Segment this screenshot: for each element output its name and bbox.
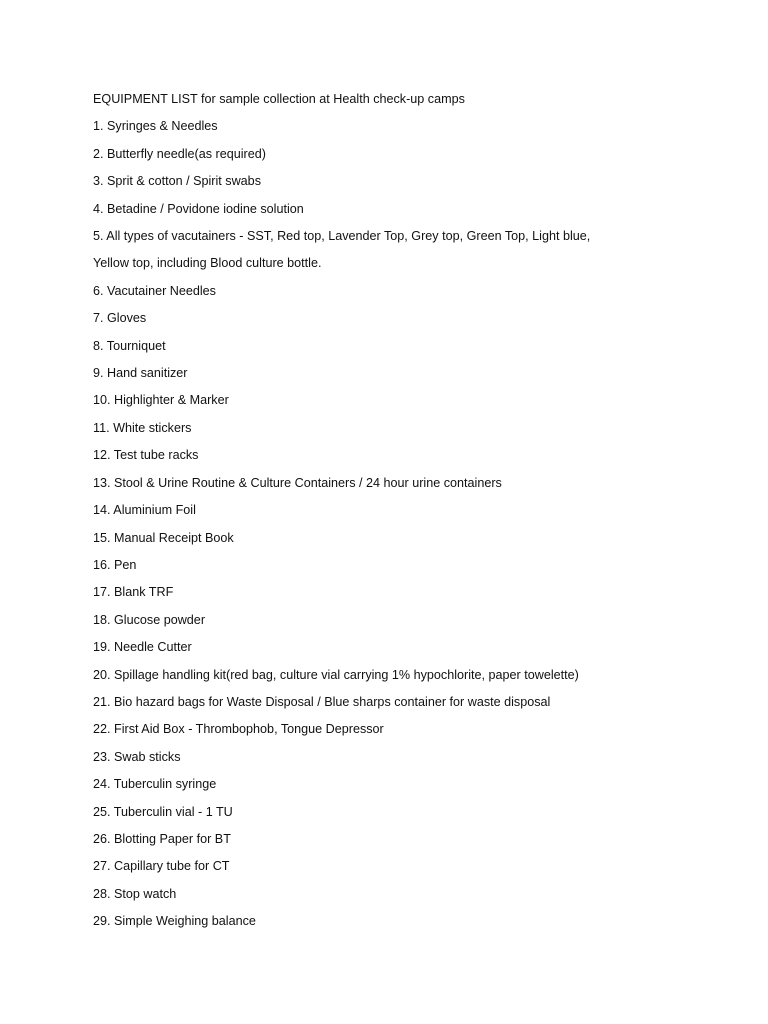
list-item: 12. Test tube racks bbox=[93, 448, 199, 463]
list-item: 8. Tourniquet bbox=[93, 338, 166, 353]
document-title: EQUIPMENT LIST for sample collection at Health check-up camps bbox=[93, 92, 465, 106]
list-item: 14. Aluminium Foil bbox=[93, 503, 196, 518]
list-item: 13. Stool & Urine Routine & Culture Containers / 24 hour urine containers bbox=[93, 475, 502, 490]
list-item: 24. Tuberculin syringe bbox=[93, 777, 217, 792]
list-item: 10. Highlighter & Marker bbox=[93, 393, 229, 408]
list-item: 28. Stop watch bbox=[93, 886, 177, 901]
list-item: 22. First Aid Box - Thrombophob, Tongue Depressor bbox=[93, 722, 384, 737]
list-item: 16. Pen bbox=[93, 557, 137, 572]
list-item: 26. Blotting Paper for BT bbox=[93, 831, 231, 846]
list-item: 21. Bio hazard bags for Waste Disposal / Blue sharps container for waste disposal bbox=[93, 694, 551, 709]
list-item: 29. Simple Weighing balance bbox=[93, 914, 256, 929]
list-item: 9. Hand sanitizer bbox=[93, 366, 188, 381]
list-item: 6. Vacutainer Needles bbox=[93, 283, 216, 298]
list-item: 19. Needle Cutter bbox=[93, 640, 192, 655]
list-item: 7. Gloves bbox=[93, 311, 147, 326]
list-item: 17. Blank TRF bbox=[93, 585, 174, 600]
list-item: 4. Betadine / Povidone iodine solution bbox=[93, 201, 304, 216]
list-item: 15. Manual Receipt Book bbox=[93, 530, 234, 545]
list-item: 5. All types of vacutainers - SST, Red top, Lavender Top, Grey top, Green Top, Light blue, bbox=[93, 229, 591, 244]
list-item: 23. Swab sticks bbox=[93, 749, 181, 764]
list-item: 11. White stickers bbox=[93, 420, 192, 435]
list-item: 1. Syringes & Needles bbox=[93, 119, 218, 134]
list-item-continuation: Yellow top, including Blood culture bottle. bbox=[93, 256, 322, 271]
list-item: 2. Butterfly needle(as required) bbox=[93, 146, 266, 161]
equipment-list bbox=[93, 86, 713, 936]
list-item: 25. Tuberculin vial - 1 TU bbox=[93, 804, 233, 819]
list-item: 18. Glucose powder bbox=[93, 612, 206, 627]
list-item: 20. Spillage handling kit(red bag, culture vial carrying 1% hypochlorite, paper towelette) bbox=[93, 667, 579, 682]
list-item: 27. Capillary tube for CT bbox=[93, 859, 230, 874]
list-item: 3. Sprit & cotton / Spirit swabs bbox=[93, 174, 261, 189]
